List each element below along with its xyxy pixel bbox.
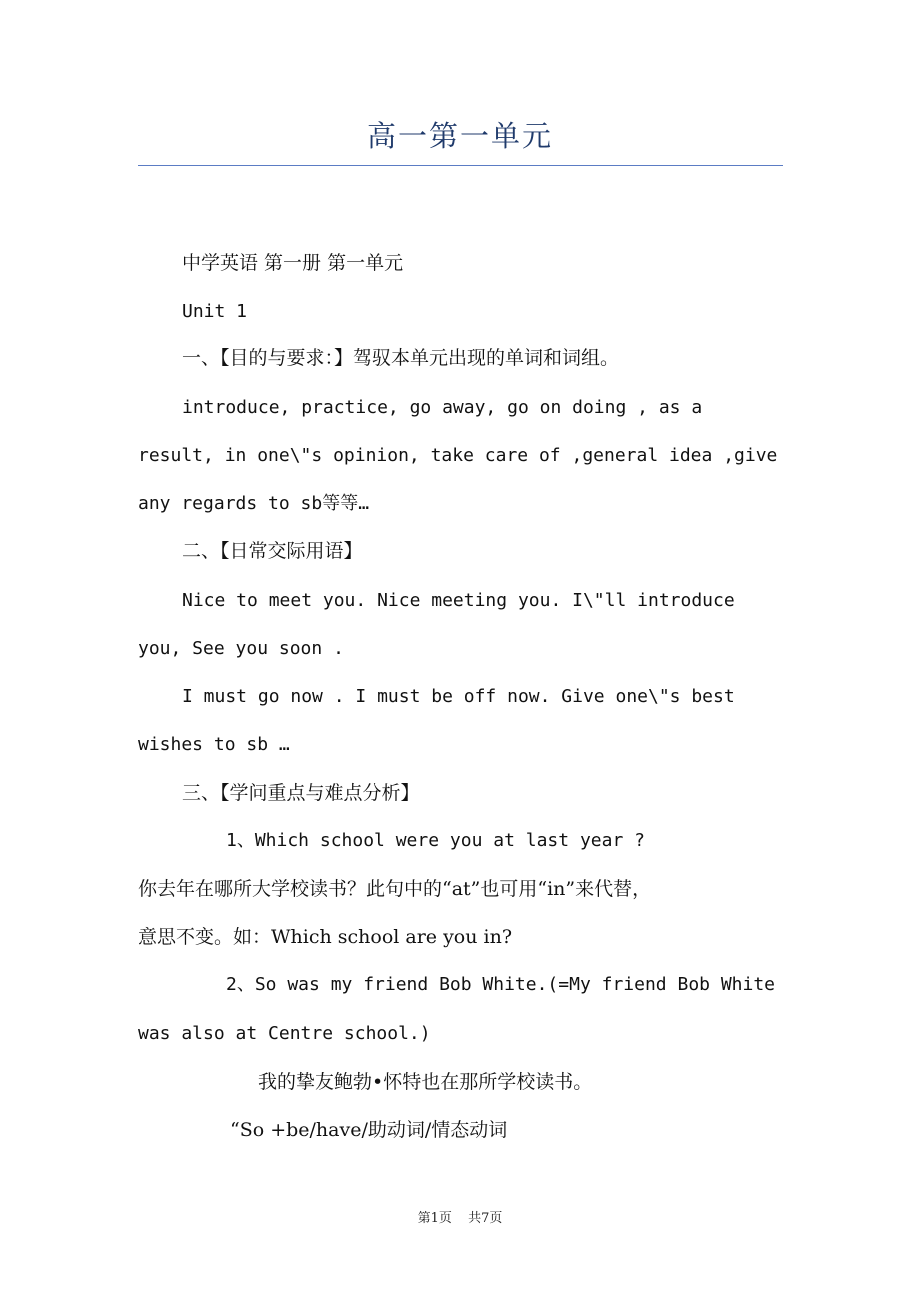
title-divider [138,165,783,166]
text-line-course: 中学英语 第一册 第一单元 [182,252,404,274]
page-footer [0,1207,920,1226]
text-line-phrases-2: you, See you soon . [138,638,344,659]
text-line-point-1: 1、Which school were you at last year ? [226,830,645,851]
text-line-point-2-translation: 我的挚友鲍勃•怀特也在那所学校读书。 [258,1071,593,1093]
text-line-unit: Unit 1 [182,301,248,322]
text-line-vocab-1: introduce, practice, go away, go on doing , as a [182,397,703,418]
document-title: 高一第一单元 [366,119,553,153]
text-line-phrases-3: I must go now . I must be off now. Give one\"s best [182,686,735,707]
text-line-point-2-cont: was also at Centre school.) [138,1023,431,1044]
text-line-so-structure: “So +be/have/助动词/情态动词 [230,1119,508,1141]
page-total: 共7页 [468,1211,503,1226]
text-line-vocab-2: result, in one\"s opinion, take care of ,general idea ,give [138,445,778,466]
text-line-point-1-explain-2: 意思不变。如：Which school are you in? [138,926,513,948]
text-line-phrases-4: wishes to sb … [138,734,290,755]
page-number: 第1页 [417,1211,452,1226]
text-line-point-1-explain-1: 你去年在哪所大学校读书？此句中的“at”也可用“in”来代替， [138,878,652,900]
text-line-point-2: 2、So was my friend Bob White.(=My friend Bob White [226,974,776,995]
text-line-phrases-1: Nice to meet you. Nice meeting you. I\"ll introduce [182,590,735,611]
text-line-section-2-heading: 二、【日常交际用语】 [182,540,363,562]
text-line-section-1-heading: 一、【目的与要求：】驾驭本单元出现的单词和词组。 [182,347,620,369]
text-line-section-3-heading: 三、【学问重点与难点分析】 [182,782,420,804]
text-line-vocab-3: any regards to sb等等… [138,493,370,514]
